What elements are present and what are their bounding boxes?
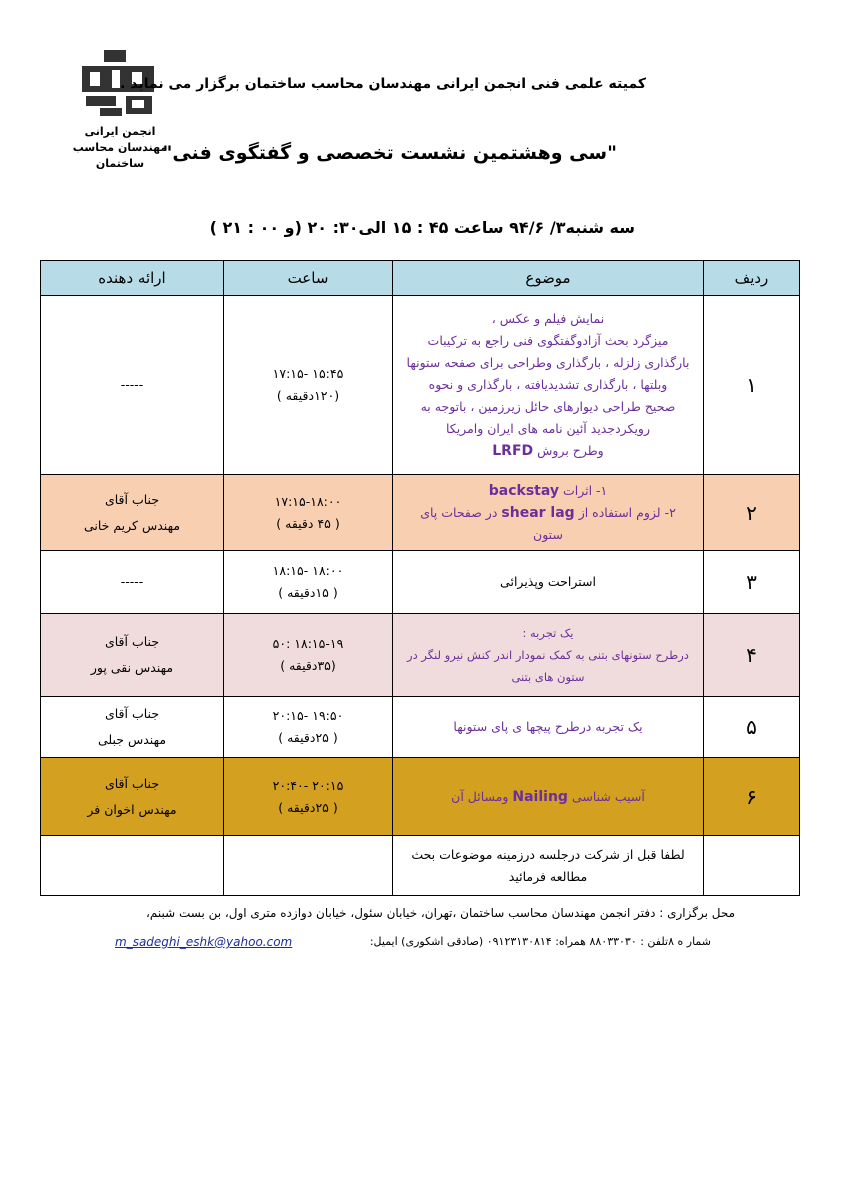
table-header-row [41,261,800,296]
page-title: "سی وهشتمین نشست تخصصی و گفتگوی فنی" [162,142,617,164]
event-date: سه شنبه۳/ ۹۴/۶ ساعت ۴۵ : ۱۵ الی۳۰: ۲۰ (و ۰۰ : ۲۱ ) [209,218,635,237]
row-time [224,614,393,697]
row-presenter [41,551,224,614]
time-duration: (۳۵دقیقه ) [280,658,336,673]
header-topic: موضوع [393,261,704,296]
presenter-line: جناب آقای [104,706,160,721]
venue-address: محل برگزاری : دفتر انجمن مهندسان محاسب ساختمان ،تهران، خیابان سئول، خیابان دوازده متری اول، بن بست شبنم، [145,906,735,920]
topic-line: ۱- اثرات [562,482,608,498]
topic-term: backstay [488,482,559,499]
topic-line: ستون [533,526,563,542]
presenter-line: مهندس اخوان فر [87,801,177,817]
row-time [224,551,393,614]
row-presenter [41,697,224,758]
organizer-line: کمیته علمی فنی انجمن ایرانی مهندسان محاسب ساختمان برگزار می نماید . [120,76,646,92]
topic-line: یک تجربه درطرح پیچها ی پای ستونها [453,719,643,734]
time-range: ۱۹:۵۰ -۲۰:۱۵ [272,708,344,723]
row-topic [393,296,704,475]
row-presenter [41,614,224,697]
row-presenter [41,475,224,551]
contact-email-link[interactable]: m_sadeghi_eshk@yahoo.com [115,935,293,949]
time-duration: (۱۲۰دقیقه ) [276,388,340,403]
topic-line: ۲- لزوم استفاده از [578,504,676,520]
time-range: ۱۵:۴۵ -۱۷:۱۵ [272,366,344,381]
row-number: ۵ [704,697,800,758]
row-number: ۳ [704,551,800,614]
table-row [41,614,800,697]
row-time [224,697,393,758]
table-row [41,475,800,551]
time-range: ۱۸:۰۰ -۱۸:۱۵ [272,563,344,578]
topic-term: Nailing [512,788,568,805]
row-number: ۱ [704,296,800,475]
topic-line: آسیب شناسی [571,788,645,804]
row-topic [393,614,704,697]
topic-line: ستون های بتنی [511,670,585,684]
row-time [224,296,393,475]
row-topic [393,475,704,551]
header-presenter: ارائه دهنده [41,261,224,296]
note-cell [393,836,704,896]
presenter-line: ----- [120,574,144,589]
topic-line: صحیح طراحی دیوارهای حائل زیرزمین ، باتوجه به [420,399,676,414]
presenter-line: جناب آقای [104,491,160,507]
note-line: لطفا قبل از شرکت درجلسه درزمینه موضوعات بحث [411,846,685,862]
note-line: مطالعه فرمائید [508,868,588,884]
topic-line: یک تجربه : [522,626,574,640]
topic-line: نمایش فیلم و عکس ، [491,311,605,326]
row-topic [393,551,704,614]
topic-line: وطرح بروش [537,443,604,458]
presenter-line: جناب آقای [104,775,160,791]
row-time [224,475,393,551]
table-row [41,296,800,475]
row-presenter [41,758,224,836]
time-range: ۱۸:۱۵-۱۹ :۵۰ [272,636,344,651]
header-row-number: ردیف [704,261,800,296]
presenter-line: مهندس جبلی [97,732,167,747]
topic-line: در صفحات پای [420,504,498,520]
topic-line: رویکردجدید آئین نامه های ایران وامریکا [445,421,651,436]
logo-caption-line: انجمن ایرانی [84,125,156,138]
table-row [41,758,800,836]
topic-line: میزگرد بحث آزادوگفتگوی فنی راجع به ترکیبات [427,333,669,348]
header-time: ساعت [224,261,393,296]
row-presenter [41,296,224,475]
table-row [41,551,800,614]
row-topic [393,758,704,836]
presenter-line: مهندس نقی پور [90,660,174,675]
time-duration: ( ۲۵دقیقه ) [278,799,338,815]
table-row [41,836,800,896]
presenter-line: ----- [120,377,144,392]
row-time [224,758,393,836]
row-number: ۴ [704,614,800,697]
presenter-empty [41,836,224,896]
contact-phone: شمار ه ۸تلفن : ۸۸۰۳۳۰۳۰ همراه: ۰۹۱۲۳۱۳۰۸۱۴ (صادقی اشکوری) ایمیل: [369,935,711,948]
presenter-line: مهندس کریم خانی [83,517,181,533]
schedule-table [40,260,800,896]
time-range: ۲۰:۱۵ -۲۰:۴۰ [272,777,344,793]
logo-caption-line: مهندسان محاسب ساختمان [72,141,168,170]
row-topic [393,697,704,758]
time-duration: ( ۱۵دقیقه ) [278,585,338,600]
time-duration: ( ۴۵ دقیقه ) [276,515,340,531]
row-number: ۶ [704,758,800,836]
topic-term: shear lag [501,504,575,521]
topic-line: ومسائل آن [451,788,509,804]
topic-line: وبلتها ، بارگذاری تشدیدیافته ، بارگذاری و نحوه [428,377,668,392]
topic-line: درطرح ستونهای بتنی به کمک نمودار اندر کنش نیرو لنگر در [407,648,689,662]
topic-line: بارگذاری زلزله ، بارگذاری وطراحی برای صفحه ستونها [406,355,690,370]
row-number-empty [704,836,800,896]
presenter-line: جناب آقای [104,634,160,649]
row-number: ۲ [704,475,800,551]
time-duration: ( ۲۵دقیقه ) [278,730,338,745]
time-range: ۱۷:۱۵-۱۸:۰۰ [274,493,342,509]
time-empty [224,836,393,896]
table-row [41,697,800,758]
topic-term: LRFD [492,443,534,459]
topic-line: استراحت وپذیرائی [500,574,596,589]
